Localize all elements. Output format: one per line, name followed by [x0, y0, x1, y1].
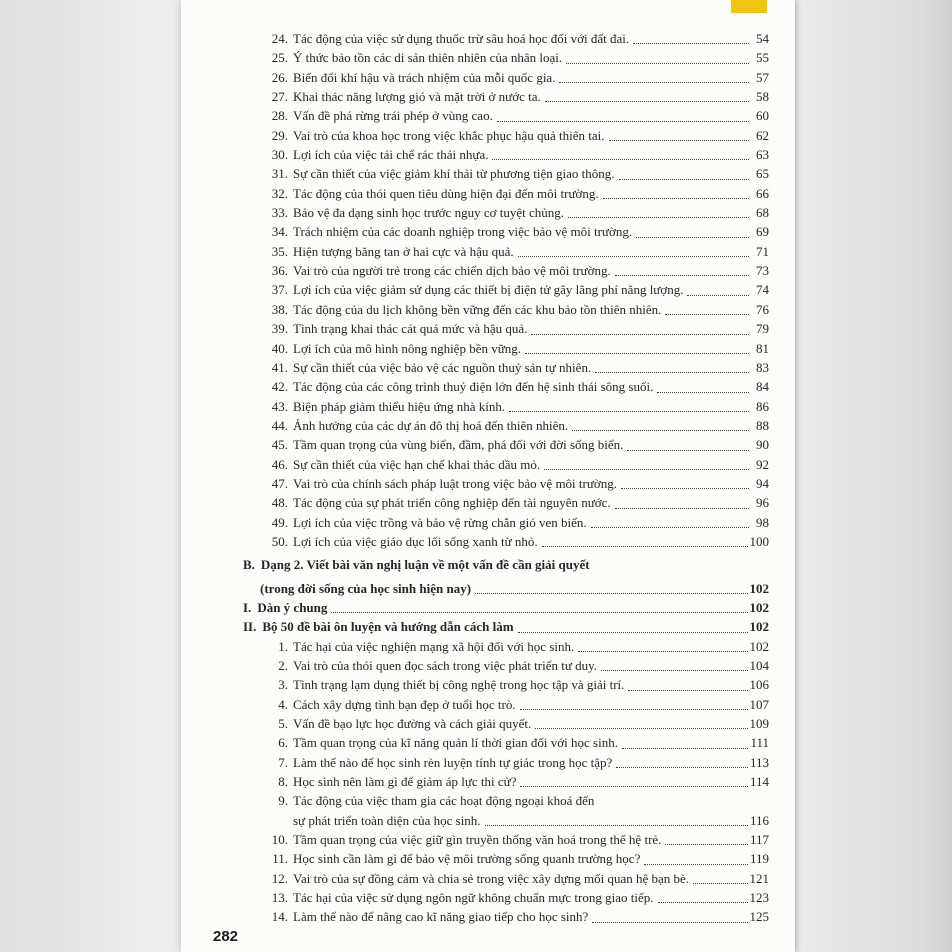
toc-entry-number: 42. [271, 379, 288, 395]
toc-entry-number: 35. [271, 243, 288, 259]
toc-entry-title: Tầm quan trọng của vùng biển, đầm, phá đối với đời sống biển. [293, 437, 624, 453]
toc-entry [243, 532, 769, 551]
toc-entry-continuation [243, 579, 769, 598]
toc-page-number: 102 [749, 638, 769, 654]
table-of-contents [243, 29, 769, 927]
toc-page-number: 71 [756, 243, 769, 259]
toc-entry-title: (trong đời sống của học sinh hiện nay) [260, 580, 472, 596]
toc-entry-number: 44. [271, 417, 288, 433]
toc-entry-number: 14. [271, 909, 288, 925]
toc-entry-number: 40. [271, 340, 288, 356]
toc-entry [243, 29, 769, 48]
dot-leader [615, 274, 749, 276]
toc-page-number: 116 [749, 812, 769, 828]
toc-entry-number: 43. [271, 398, 288, 414]
toc-entry-number: 25. [271, 50, 288, 66]
toc-entry [243, 377, 769, 396]
toc-entry [243, 203, 769, 222]
toc-heading [243, 598, 769, 617]
toc-entry-title: Làm thế nào để học sinh rèn luyện tính tự giác trong học tập? [293, 754, 613, 770]
dot-leader [520, 785, 747, 787]
toc-page-number: 121 [749, 870, 769, 886]
toc-entry-title: Sự cần thiết của việc bảo vệ các nguồn thuỷ sản tự nhiên. [293, 359, 592, 375]
toc-page-number: 74 [756, 282, 769, 298]
toc-entry-number: 3. [278, 677, 288, 693]
toc-entry-number: 34. [271, 224, 288, 240]
toc-page-number: 125 [749, 909, 769, 925]
toc-entry-title: Vai trò của chính sách pháp luật trong việc bảo vệ môi trường. [293, 475, 618, 491]
toc-entry-title: Sự cần thiết của việc hạn chế khai thác dầu mỏ. [293, 456, 541, 472]
dot-leader [485, 824, 748, 826]
toc-page-number: 69 [756, 224, 769, 240]
toc-entry-number: 27. [271, 89, 288, 105]
toc-entry [243, 358, 769, 377]
toc-entry-number: 1. [278, 638, 288, 654]
toc-entry-continuation [243, 811, 769, 830]
toc-entry [243, 435, 769, 454]
toc-page-number: 104 [749, 658, 769, 673]
dot-leader [595, 371, 749, 373]
dot-leader [566, 62, 749, 64]
toc-entry [243, 222, 769, 241]
toc-entry [243, 675, 769, 694]
toc-entry-title: Tác hại của việc sử dụng ngôn ngữ không chuẩn mực trong giao tiếp. [293, 890, 654, 906]
toc-entry [243, 791, 769, 810]
toc-entry-title: Vai trò của thói quen đọc sách trong việc phát triển tư duy. [293, 658, 598, 673]
dot-leader [615, 507, 749, 509]
toc-entry-title: Biện pháp giảm thiểu hiệu ứng nhà kính. [293, 398, 506, 414]
toc-entry-title: Tình trạng khai thác cát quá mức và hậu quả. [293, 321, 528, 337]
toc-entry-number: 38. [271, 301, 288, 317]
toc-entry-title: Tác động của sự phát triển công nghiệp đến tài nguyên nước. [293, 495, 611, 511]
toc-entry-title: Tác hại của việc nghiện mạng xã hội đối với học sinh. [293, 638, 575, 654]
toc-entry-number: 11. [272, 851, 288, 867]
toc-entry [243, 339, 769, 358]
dot-leader [622, 747, 748, 749]
toc-entry-number: 28. [271, 108, 288, 124]
toc-entry-number: II. [243, 619, 257, 635]
toc-entry-title: Học sinh nên làm gì để giảm áp lực thi cử? [293, 774, 517, 790]
toc-page-number: 102 [749, 599, 769, 615]
highlight-mark [731, 0, 767, 13]
toc-entry-number: B. [243, 557, 255, 573]
toc-entry [243, 493, 769, 512]
toc-entry-number: 26. [271, 69, 288, 85]
toc-page-number: 96 [756, 495, 769, 511]
toc-page-number: 57 [756, 69, 769, 85]
toc-page-number: 114 [749, 774, 769, 790]
dot-leader [603, 197, 749, 199]
toc-entry [243, 772, 769, 791]
toc-entry-number: I. [243, 599, 252, 615]
toc-entry [243, 637, 769, 656]
toc-entry-number: 30. [271, 147, 288, 163]
toc-entry [243, 849, 769, 868]
toc-entry-number: 47. [271, 475, 288, 491]
toc-entry-number: 5. [278, 716, 288, 732]
toc-entry-number: 41. [271, 359, 288, 375]
toc-entry-title: Làm thế nào để nâng cao kĩ năng giao tiếp cho học sinh? [293, 909, 589, 925]
dot-leader [545, 100, 749, 102]
toc-entry [243, 753, 769, 772]
toc-entry [243, 48, 769, 67]
toc-page-number: 76 [756, 301, 769, 317]
dot-leader [665, 313, 749, 315]
dot-leader [559, 81, 749, 83]
toc-entry-title: Tác động của việc tham gia các hoạt động ngoại khoá đến [293, 793, 595, 809]
toc-entry-title: Tác động của việc sử dụng thuốc trừ sâu hoá học đối với đất đai. [293, 31, 630, 46]
toc-page-number: 54 [756, 31, 769, 46]
toc-entry-title: Tác động của du lịch không bền vững đến các khu bảo tồn thiên nhiên. [293, 301, 662, 317]
toc-entry [243, 513, 769, 532]
toc-page-number: 107 [749, 696, 769, 712]
toc-page-number: 100 [749, 533, 769, 549]
dot-leader [658, 901, 748, 903]
toc-entry-number: 24. [271, 31, 288, 46]
toc-page-number: 62 [756, 127, 769, 143]
toc-entry-number: 33. [271, 205, 288, 221]
toc-entry-title: Bảo vệ đa dạng sinh học trước nguy cơ tuyệt chủng. [293, 205, 564, 221]
toc-page-number: 117 [749, 832, 769, 848]
toc-entry-title: Ảnh hưởng của các dự án đô thị hoá đến thiên nhiên. [293, 417, 569, 433]
toc-page-number: 106 [749, 677, 769, 693]
toc-entry [243, 397, 769, 416]
dot-leader [601, 669, 747, 671]
toc-page-number: 88 [756, 417, 769, 433]
toc-entry [243, 300, 769, 319]
dot-leader [572, 429, 749, 431]
toc-entry [243, 242, 769, 261]
toc-entry-title: Lợi ích của mô hình nông nghiệp bền vững. [293, 340, 522, 356]
toc-entry-title: Trách nhiệm của các doanh nghiệp trong việc bảo vệ môi trường. [293, 224, 633, 240]
toc-entry-title: Ý thức bảo tồn các di sản thiên nhiên của nhân loại. [293, 50, 563, 66]
toc-entry-number: 29. [271, 127, 288, 143]
toc-entry-title: Vai trò của sự đồng cảm và chia sẻ trong việc xây dựng mối quan hệ bạn bè. [293, 870, 690, 886]
dot-leader [497, 120, 749, 122]
toc-page-number: 92 [756, 456, 769, 472]
dot-leader [525, 352, 749, 354]
toc-entry [243, 184, 769, 203]
toc-entry [243, 261, 769, 280]
dot-leader [535, 727, 747, 729]
toc-page-number: 58 [756, 89, 769, 105]
dot-leader [609, 139, 749, 141]
toc-entry [243, 145, 769, 164]
dot-leader [665, 843, 748, 845]
toc-entry-title: Tác động của thói quen tiêu dùng hiện đại đến môi trường. [293, 185, 599, 201]
toc-entry-title: Cách xây dựng tình bạn đẹp ở tuổi học trò. [293, 696, 516, 712]
dot-leader [693, 882, 747, 884]
toc-entry-title: Biến đổi khí hậu và trách nhiệm của mỗi quốc gia. [293, 69, 556, 85]
dot-leader [542, 545, 748, 547]
dot-leader [509, 410, 749, 412]
toc-entry-number: 2. [278, 658, 288, 673]
toc-entry-title: Khai thác năng lượng gió và mặt trời ở nước ta. [293, 89, 541, 105]
toc-entry-number: 50. [271, 533, 288, 549]
dot-leader [518, 255, 749, 257]
toc-entry [243, 656, 769, 675]
toc-entry-title: Dạng 2. Viết bài văn nghị luận về một vấn đề cần giải quyết [260, 557, 590, 573]
toc-page-number: 98 [756, 514, 769, 530]
toc-entry-number: 8. [278, 774, 288, 790]
toc-entry-title: Vai trò của khoa học trong việc khắc phục hậu quả thiên tai. [293, 127, 605, 143]
toc-entry [243, 695, 769, 714]
dot-leader [621, 487, 749, 489]
book-page [181, 0, 795, 952]
toc-heading [243, 617, 769, 636]
toc-page-number: 60 [756, 108, 769, 124]
toc-entry-number: 4. [278, 696, 288, 712]
toc-page-number: 73 [756, 263, 769, 279]
dot-leader [619, 178, 749, 180]
dot-leader [568, 216, 749, 218]
toc-entry-title: Vai trò của người trẻ trong các chiến dịch bảo vệ môi trường. [293, 263, 611, 279]
toc-page-number: 81 [756, 340, 769, 356]
toc-heading [243, 555, 769, 574]
toc-entry-title: Vấn đề phá rừng trái phép ở vùng cao. [293, 108, 493, 124]
toc-entry [243, 455, 769, 474]
toc-page-number: 65 [756, 166, 769, 182]
dot-leader [633, 42, 749, 44]
toc-entry [243, 474, 769, 493]
toc-entry-number: 7. [278, 754, 288, 770]
toc-entry-title: Vấn đề bạo lực học đường và cách giải quyết. [293, 716, 532, 732]
toc-entry-title: Lợi ích của việc giáo dục lối sống xanh từ nhỏ. [293, 533, 538, 549]
toc-page-number: 79 [756, 321, 769, 337]
toc-entry [243, 416, 769, 435]
toc-entry-number: 9. [278, 793, 288, 809]
toc-page-number: 94 [756, 475, 769, 491]
dot-leader [578, 650, 747, 652]
toc-entry-title: Lợi ích của việc tái chế rác thải nhựa. [293, 147, 489, 163]
toc-entry-title: Lợi ích của việc giảm sử dụng các thiết bị điện tử gây lãng phí năng lượng. [293, 282, 684, 298]
toc-entry [243, 87, 769, 106]
toc-page-number: 102 [749, 580, 769, 596]
toc-page-number: 123 [749, 890, 769, 906]
toc-entry-title: Sự cần thiết của việc giảm khí thải từ phương tiện giao thông. [293, 166, 615, 182]
toc-entry [243, 888, 769, 907]
toc-page-number: 113 [749, 754, 769, 770]
toc-entry-title: Bộ 50 đề bài ôn luyện và hướng dẫn cách làm [262, 619, 514, 635]
toc-entry-title: Lợi ích của việc trồng và bảo vệ rừng chắn gió ven biển. [293, 514, 587, 530]
toc-entry-number: 32. [271, 185, 288, 201]
toc-entry-number: 37. [271, 282, 288, 298]
dot-leader [544, 468, 749, 470]
page-number: 282 [213, 928, 239, 945]
toc-entry-number: 31. [271, 166, 288, 182]
toc-entry-number: 39. [271, 321, 288, 337]
dot-leader [627, 449, 749, 451]
dot-leader [520, 708, 748, 710]
dot-leader [492, 158, 749, 160]
dot-leader [531, 333, 749, 335]
toc-page-number: 68 [756, 205, 769, 221]
toc-entry-number: 49. [271, 514, 288, 530]
dot-leader [616, 766, 748, 768]
dot-leader [657, 391, 749, 393]
toc-entry-title: sự phát triển toàn diện của học sinh. [293, 812, 481, 828]
toc-page-number: 90 [756, 437, 769, 453]
toc-entry [243, 830, 769, 849]
toc-entry [243, 733, 769, 752]
toc-entry [243, 68, 769, 87]
dot-leader [591, 526, 749, 528]
toc-entry-title: Tầm quan trọng của kĩ năng quản lí thời gian đối với học sinh. [293, 735, 618, 751]
toc-page-number: 119 [749, 851, 769, 867]
dot-leader [518, 631, 748, 633]
toc-entry [243, 106, 769, 125]
dot-leader [644, 863, 748, 865]
toc-entry-number: 48. [271, 495, 288, 511]
dot-leader [636, 236, 749, 238]
toc-entry [243, 280, 769, 299]
toc-page-number: 102 [749, 619, 769, 635]
toc-page-number: 86 [756, 398, 769, 414]
toc-entry-title: Tác động của các công trình thuỷ điện lớn đến hệ sinh thái sông suối. [293, 379, 654, 395]
toc-page-number: 66 [756, 185, 769, 201]
toc-entry [243, 164, 769, 183]
toc-entry-number: 45. [271, 437, 288, 453]
dot-leader [475, 592, 747, 594]
toc-entry [243, 869, 769, 888]
toc-entry-number: 10. [271, 832, 288, 848]
toc-entry [243, 126, 769, 145]
toc-entry-number: 36. [271, 263, 288, 279]
toc-entry [243, 907, 769, 926]
toc-entry-number: 13. [271, 890, 288, 906]
toc-page-number: 84 [756, 379, 769, 395]
toc-page-number: 109 [749, 716, 769, 732]
toc-page-number: 55 [756, 50, 769, 66]
toc-entry-title: Tình trạng lạm dụng thiết bị công nghệ trong học tập và giải trí. [293, 677, 625, 693]
toc-entry-title: Tầm quan trọng của việc giữ gìn truyền thống văn hoá trong thế hệ trẻ. [293, 832, 662, 848]
dot-leader [628, 689, 747, 691]
toc-entry-number: 12. [271, 870, 288, 886]
toc-page-number: 63 [756, 147, 769, 163]
toc-page-number: 111 [750, 735, 769, 751]
toc-page-number: 83 [756, 359, 769, 375]
dot-leader [331, 611, 747, 613]
toc-entry-number: 6. [278, 735, 288, 751]
dot-leader [687, 294, 749, 296]
toc-entry [243, 714, 769, 733]
toc-entry-title: Học sinh cần làm gì để bảo vệ môi trường sống quanh trường học? [293, 851, 641, 867]
dot-leader [592, 921, 747, 923]
toc-entry-title: Hiện tượng băng tan ở hai cực và hậu quả. [293, 243, 514, 259]
toc-entry-number: 46. [271, 456, 288, 472]
toc-entry [243, 319, 769, 338]
toc-entry-title: Dàn ý chung [257, 599, 328, 615]
